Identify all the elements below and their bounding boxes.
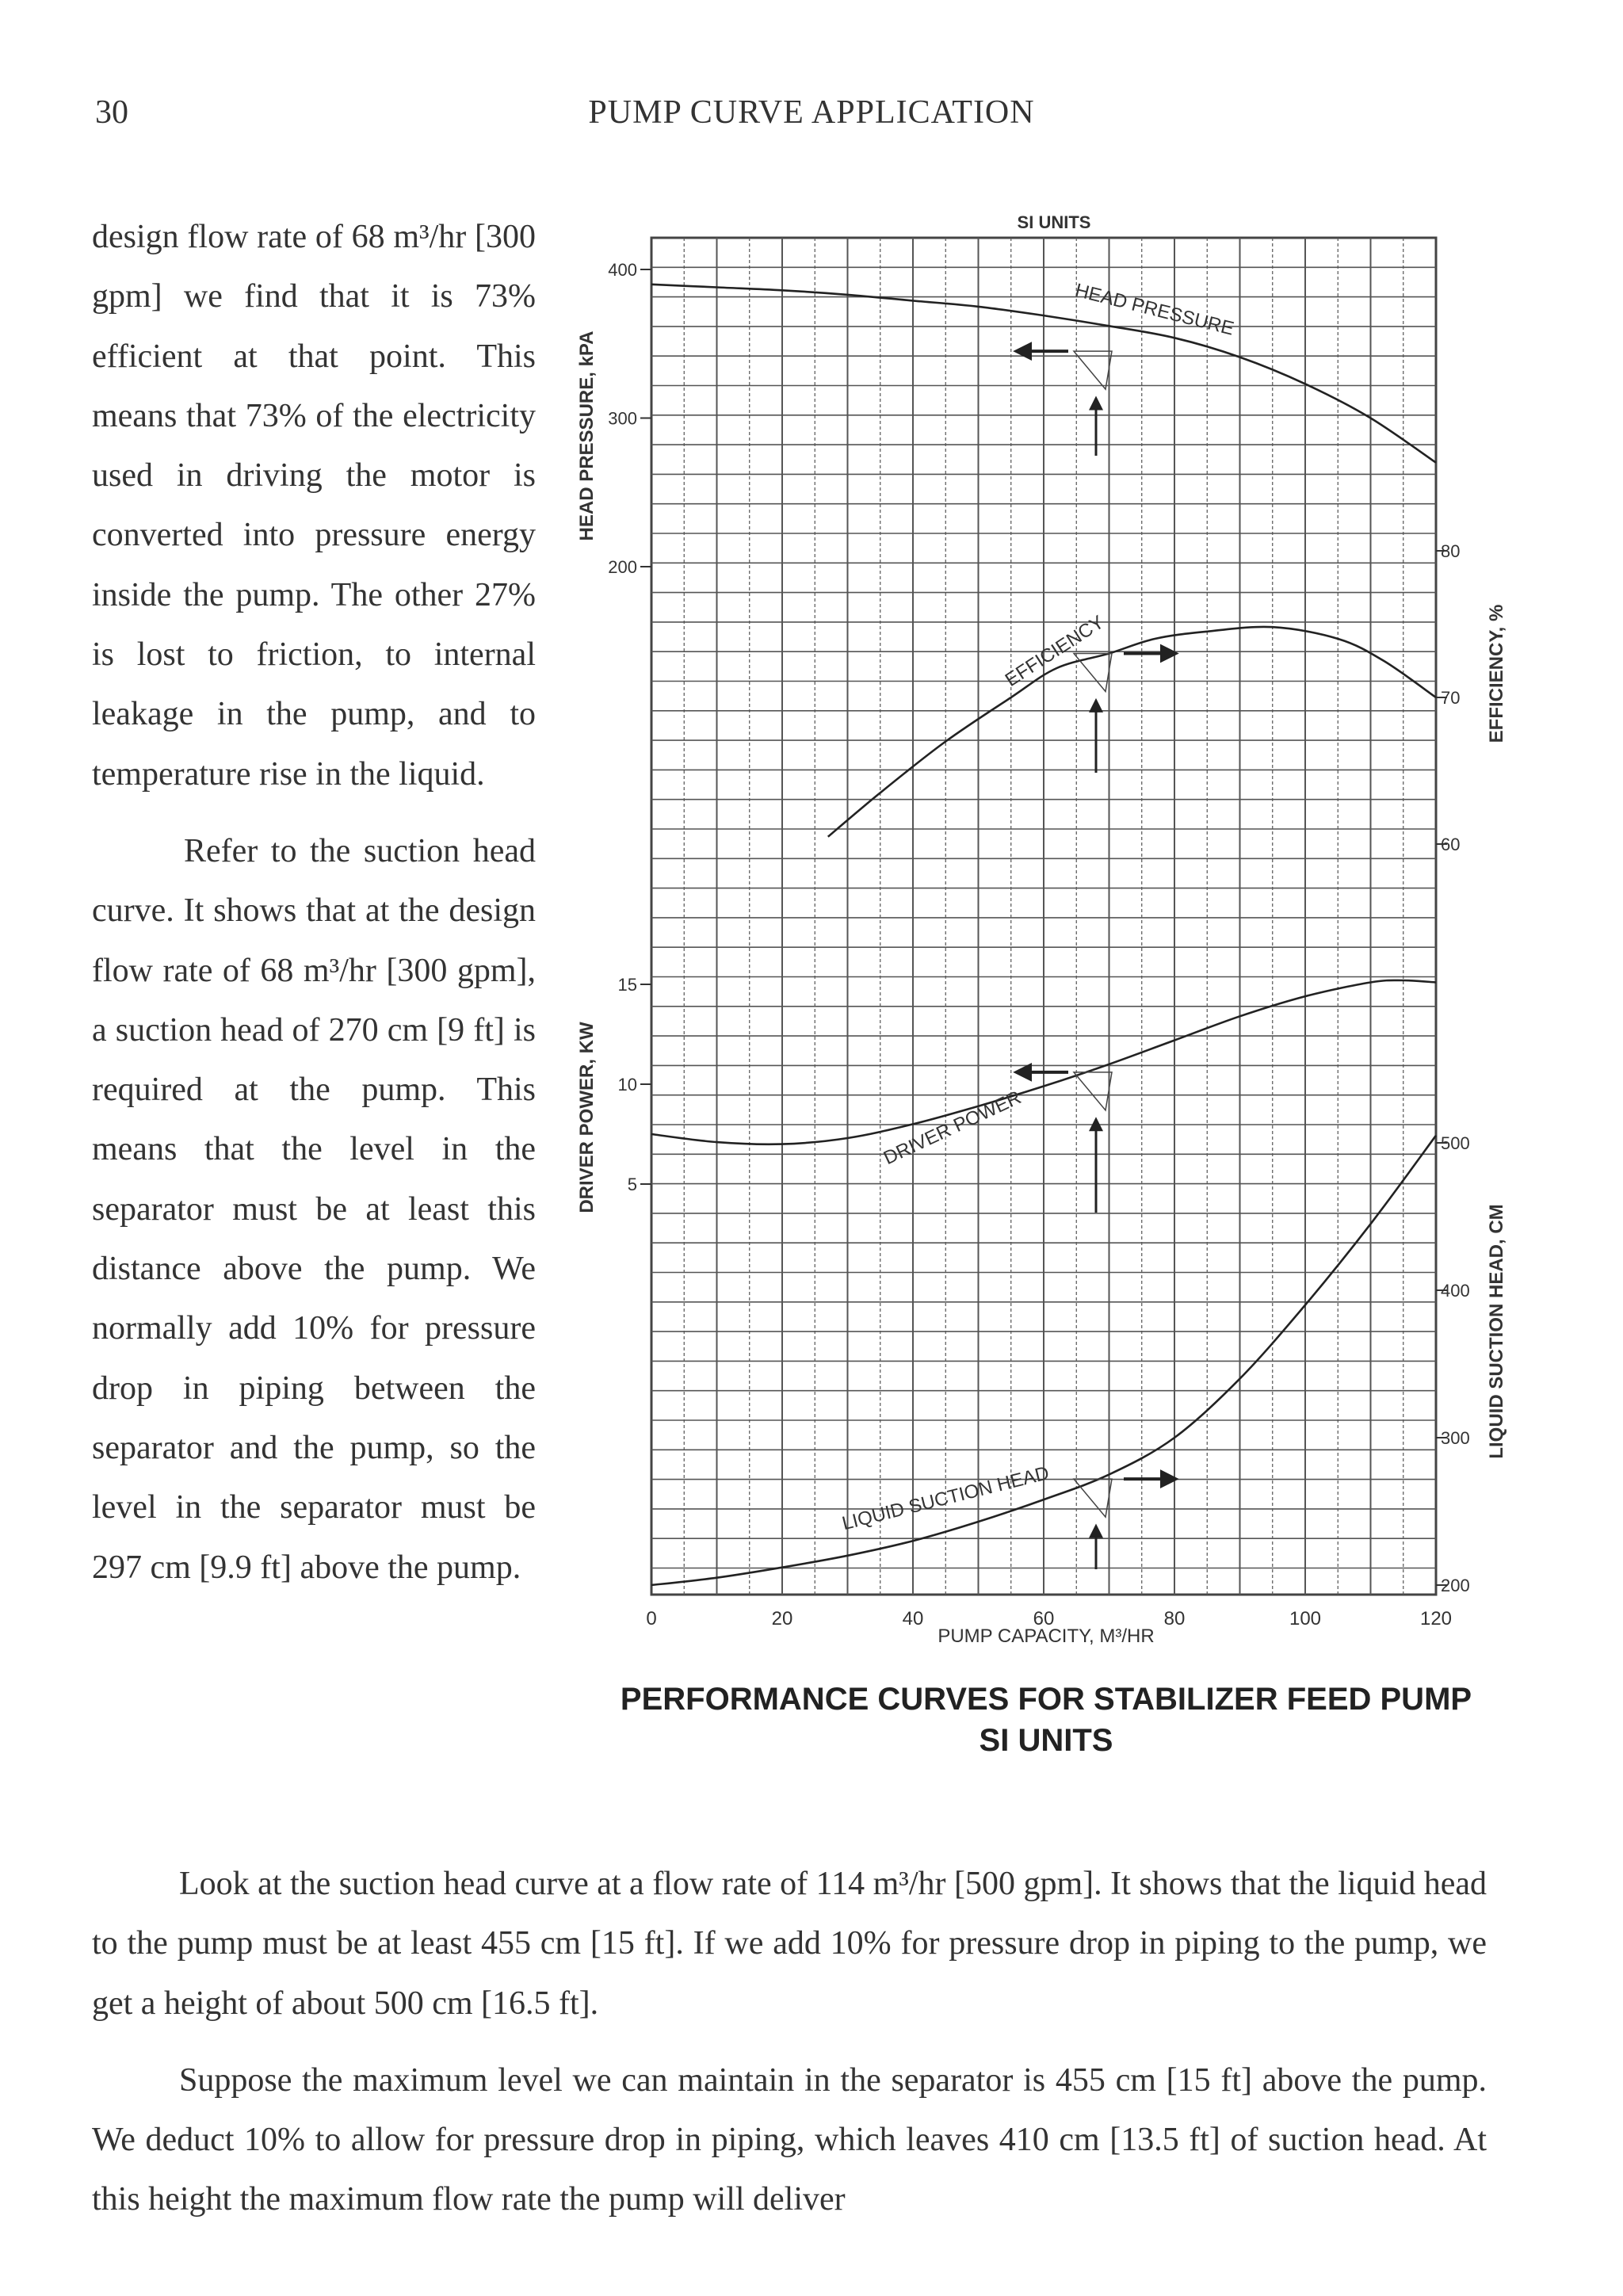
suction-head-tick-label: 400 — [1441, 1281, 1470, 1301]
paragraph: design flow rate of 68 m³/hr [300 gpm] we find that it is 73% efficient at that point. This means that 73% of the electricity used in driving the motor is converted into pressure energy inside the pump. The other 27% is lost to friction, to internal leakage in the pump, and to temperature rise in the liquid. — [92, 219, 536, 793]
suction-head-tick-label: 500 — [1441, 1133, 1470, 1153]
paragraph: Suppose the maximum level we can maintain in the separator is 455 cm [15 ft] above the pump. We deduct 10% to allow for pressure drop in piping, which leaves 410 cm [13.5 ft] of suction head. At this height the maximum flow rate the pump will deliver — [92, 2061, 1487, 2218]
driver-power-tick-label: 15 — [617, 975, 637, 995]
head-pressure-tick-label: 400 — [608, 260, 637, 280]
page-number: 30 — [95, 94, 128, 131]
x-tick-label: 0 — [646, 1608, 657, 1629]
hatch-marker — [1074, 351, 1112, 389]
running-head: PUMP CURVE APPLICATION — [588, 94, 1035, 131]
curve-label: EFFICIENCY — [1001, 611, 1109, 691]
x-tick-label: 120 — [1419, 1608, 1453, 1629]
y-axis-label-driver-power: DRIVER POWER, KW — [576, 1022, 598, 1213]
driver-power-tick-label: 10 — [617, 1075, 637, 1095]
curve-label: HEAD PRESSURE — [1072, 279, 1236, 340]
suction-head-tick-label: 300 — [1441, 1428, 1470, 1448]
x-tick-label: 40 — [902, 1608, 924, 1629]
caption-line-2: SI UNITS — [979, 1723, 1113, 1758]
paragraph: Refer to the suction head curve. It shows that at the design flow rate of 68 m³/hr [300 gpm], a suction head of 270 cm [9 ft] is required at the pump. This means that the level in the separator must be at least this distance above the pump. We normally add 10% for pressure drop in piping between the separator and the pump, so the level in the separator must be 297 cm [9.9 ft] above the pump. — [92, 832, 536, 1586]
curve-label: DRIVER POWER — [880, 1087, 1025, 1170]
x-tick-label: 100 — [1289, 1608, 1322, 1629]
efficiency-tick-label: 80 — [1441, 541, 1461, 561]
curve-label: LIQUID SUCTION HEAD — [839, 1462, 1052, 1535]
x-tick-label: 20 — [771, 1608, 793, 1629]
y-axis-label-efficiency: EFFICIENCY, % — [1486, 604, 1507, 743]
head-pressure-tick-label: 200 — [608, 557, 637, 577]
chart-title: SI UNITS — [1017, 212, 1091, 232]
hatch-marker — [1074, 1072, 1112, 1110]
head-pressure-tick-label: 300 — [608, 408, 637, 429]
driver-power-tick-label: 5 — [627, 1175, 637, 1194]
suction-head-tick-label: 200 — [1441, 1576, 1470, 1595]
paragraph: Look at the suction head curve at a flow rate of 114 m³/hr [500 gpm]. It shows that the liquid head to the pump must be at least 455 cm [15 ft]. If we add 10% for pressure drop in piping to the pump, we get a height of about 500 cm [16.5 ft]. — [92, 1866, 1487, 2022]
y-axis-label-head-pressure: HEAD PRESSURE, kPA — [576, 330, 598, 541]
efficiency-curve — [828, 627, 1436, 837]
hatch-marker — [1074, 1479, 1112, 1517]
figure-caption — [555, 1679, 1537, 1761]
x-tick-label: 80 — [1163, 1608, 1186, 1629]
hatch-marker — [1074, 654, 1112, 692]
y-axis-label-suction-head: LIQUID SUCTION HEAD, CM — [1486, 1204, 1507, 1459]
x-axis-label: PUMP CAPACITY, M³/HR — [938, 1626, 1155, 1647]
x-tick-label: 60 — [1033, 1608, 1055, 1629]
efficiency-tick-label: 60 — [1441, 835, 1461, 854]
body-text — [92, 1855, 1487, 2248]
efficiency-tick-label: 70 — [1441, 688, 1461, 708]
caption-line-1: PERFORMANCE CURVES FOR STABILIZER FEED PUMP — [620, 1682, 1472, 1717]
